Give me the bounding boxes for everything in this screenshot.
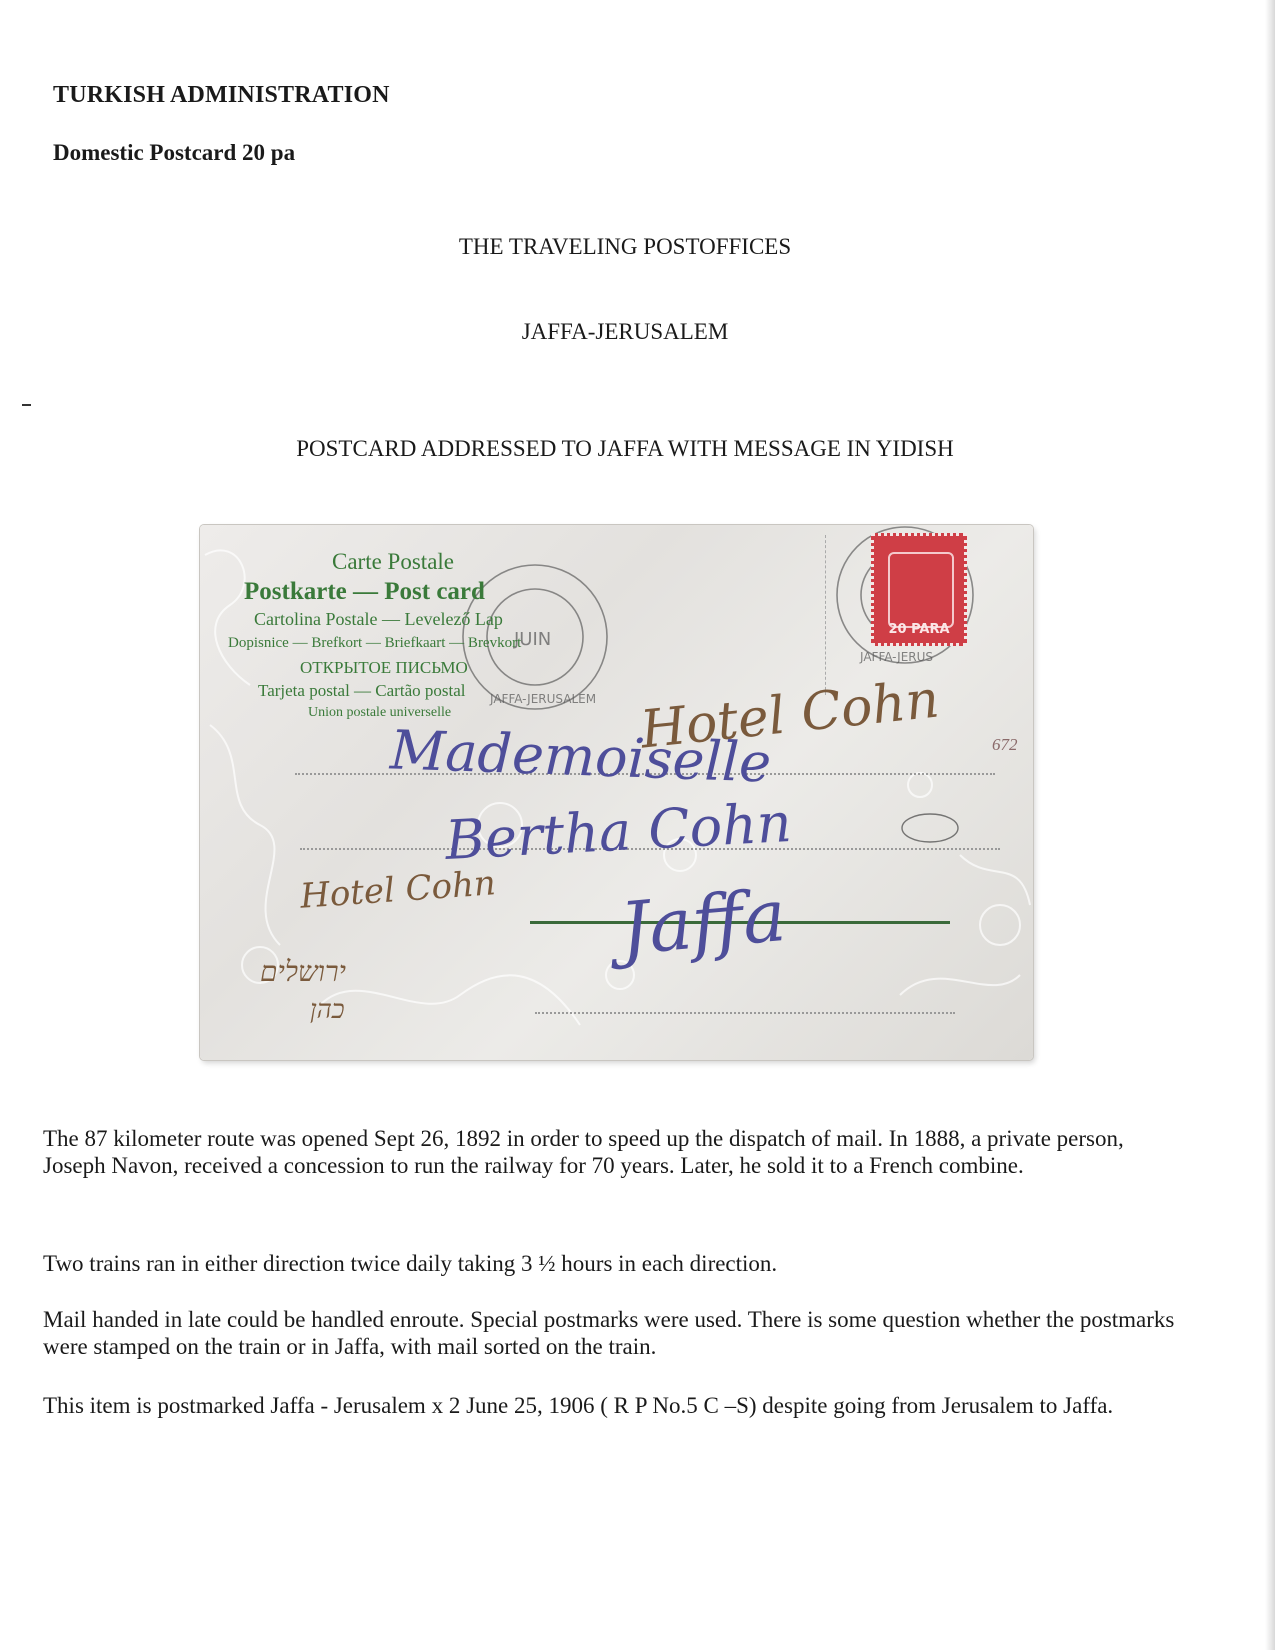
heading-postcard-type: Domestic Postcard 20 pa: [53, 140, 296, 165]
printed-label-postkarte: Postkarte — Post card: [244, 578, 485, 605]
postage-stamp: [871, 533, 967, 646]
route-title: JAFFA-JERUSALEM: [521, 319, 729, 344]
stamp-value: 20 PARA: [888, 622, 950, 637]
svg-text:JUIN: JUIN: [514, 629, 552, 650]
printed-label-carte-postale: Carte Postale: [332, 549, 454, 574]
handwriting-mademoiselle: Mademoiselle: [389, 718, 773, 795]
section-title: THE TRAVELING POSTOFFICES: [458, 234, 792, 259]
address-line: [535, 1012, 955, 1014]
stamp-frame: [888, 552, 954, 628]
paragraph-route-history: The 87 kilometer route was opened Sept 26, 1892 in order to speed up the dispatch of mail. In 1888, a private person, Joseph Navon, received a concession to run the railway for 70 years. Later, he sold it to a French combine.: [43, 1126, 1124, 1178]
printed-label-russian: ОТКРЫТОЕ ПИСЬМО: [300, 658, 468, 677]
handwriting-hotel-cohn-lower: Hotel Cohn: [298, 863, 498, 917]
stamp-guide-line: [825, 535, 826, 695]
stray-mark: [22, 404, 31, 406]
printed-label-union: Union postale universelle: [308, 705, 452, 720]
heading-administration: TURKISH ADMINISTRATION: [53, 82, 390, 108]
paragraph-train-schedule: Two trains ran in either direction twice daily taking 3 ½ hours in each direction.: [43, 1251, 778, 1276]
printed-label-tarjeta: Tarjeta postal — Cartão postal: [258, 681, 466, 700]
pencil-note-number: 672: [992, 735, 1018, 754]
item-title: POSTCARD ADDRESSED TO JAFFA WITH MESSAGE IN YIDISH: [296, 436, 954, 461]
page-edge-shadow: [1265, 0, 1275, 1650]
printed-label-dopisnice: Dopisnice — Brefkort — Briefkaart — Brevkort: [228, 635, 522, 651]
handwriting-addressee: Bertha Cohn: [443, 790, 794, 873]
paragraph-postmarks: Mail handed in late could be handled enroute. Special postmarks were used. There is some question whether the postmarks were stamped on the train or in Jaffa, with mail sorted on the train.: [43, 1307, 1175, 1359]
printed-label-cartolina: Cartolina Postale — Levelező Lap: [254, 609, 503, 629]
postcard-image: [200, 525, 1033, 1060]
handwriting-hebrew-line2: כהן: [310, 995, 345, 1025]
svg-text:JAFFA-JERUS: JAFFA-JERUS: [860, 650, 934, 664]
handwriting-hotel-cohn: Hotel Cohn: [637, 669, 942, 761]
handwriting-hebrew-line1: ירושלים: [260, 955, 346, 988]
handwriting-jaffa: Jaffa: [616, 872, 790, 972]
svg-text:JAFFA-JERUSALEM: JAFFA-JERUSALEM: [490, 692, 597, 706]
paragraph-item-postmark: This item is postmarked Jaffa - Jerusalem x 2 June 25, 1906 ( R P No.5 C –S) despite going from Jerusalem to Jaffa.: [43, 1393, 1114, 1418]
